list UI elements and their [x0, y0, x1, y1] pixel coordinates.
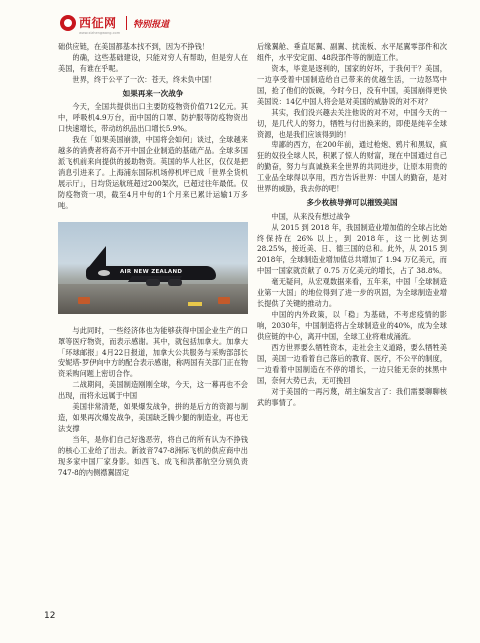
body-paragraph: 其实，我们没兴趣去关注他说的对不对，中国今天的一切，是几代人的努力，牺牲与付出换来的，即使是纯辛全球资源，也是我们应该得到的！	[257, 107, 447, 139]
site-logo[interactable]	[60, 12, 120, 35]
page-number: 12	[44, 611, 56, 621]
left-paragraph-group-2	[58, 102, 248, 211]
left-paragraph-group-3	[58, 326, 248, 479]
ground-vehicle	[218, 297, 230, 304]
body-paragraph: 卑鄙的西方，在200年前，通过枪炮、鸦片和黑奴，疯狂的奴役全球人民，积累了惊人的财富，现在中国通过自己的勤奋，努力与真诚换来全世界的共同进步，让原本用贵的工业品全球得以享用，西方告诉世界：中国人的勤奋，是对世界的威胁，我去你的吧！	[257, 140, 447, 194]
body-paragraph: 当年，是你们自己好逸恶劳，将自己的所有认为不挣钱的核心工业给了出去。新波音747-8洲际飞机的供应商中出现多家中国厂家身影。如西飞、成飞和洪都航空分别负责747-8的内侧襟翼固定	[58, 435, 248, 477]
body-paragraph: 中国，从来没有想过战争	[271, 211, 351, 221]
right-column	[257, 42, 447, 409]
right-paragraph-group-2	[257, 212, 447, 409]
body-paragraph: 二战期间，美国制造刚刚全球，今天，这一幕再也不会出现，而将永远属于中国	[58, 380, 248, 401]
ground-equipment	[188, 302, 202, 306]
ground-vehicle	[78, 297, 90, 304]
page-header	[60, 10, 169, 36]
body-paragraph: 后缘翼舱、垂直尾翼、副翼、扰流板、水平尾翼零部件和次组件，水平安定面、48段部件等的制造工作。	[257, 42, 447, 62]
plane-engine	[168, 279, 182, 286]
body-paragraph: 与此同时，一些经济体也为能够获得中国企业生产的口罩等医疗物资，而表示感谢。其中，就包括加拿大。加拿大「环球邮报」4月22日报道，加拿大公共服务与采购部部长安妮塔·罗伊向中方的配合表示感谢，称两国有关部门正在物资采购问题上密切合作。	[58, 325, 248, 379]
left-column	[58, 42, 248, 479]
logo-text: 西征网	[79, 15, 117, 30]
logo-icon	[60, 15, 76, 31]
left-paragraph-group-1	[58, 42, 248, 86]
plane-tail	[88, 246, 106, 268]
body-paragraph: 础供应链，在美国都基本找不到，因为不挣钱！	[58, 42, 209, 51]
header-divider	[126, 16, 127, 30]
logo-wordmark	[79, 12, 120, 35]
body-paragraph: 的确，这些基础建设，只能对穷人有帮助，但是穷人在美国，有谁在乎呢。	[58, 52, 248, 73]
body-paragraph: 西方世界要么牺牲资本，走社会主义道路，要么牺牲美国，美国一边看着自己落后的教育、医疗，不公平的制度，一边看着中国制造在不停的增长，一边只能无奈的抹黑中国，奈何大势已去，无可挽回	[257, 342, 447, 385]
right-heading: 多少枚核导弹可以摧毁美国	[306, 198, 398, 208]
body-paragraph: 毫无疑问，从宏观数据来看，五年来，中国「全球制造业第一大国」的地位得到了进一步的巩固，为全球制造业增长提供了关键的推动力。	[257, 277, 447, 309]
body-paragraph: 今天，全国共提供出口主要防疫物资价值712亿元。其中，呼吸机4.9万台，而中国的口罩、防护服等防疫物资出口快速增长，带动纺织品出口增长5.9%。	[58, 102, 248, 134]
body-paragraph: 对于美国的一再污蔑，胡主编发言了：我们需要聊聊核武的事情了。	[257, 386, 447, 407]
airplane-photo	[58, 222, 248, 314]
plane-engine	[146, 279, 160, 286]
body-paragraph: 中国的内外政策，以「稳」为基础，不考虑疫情的影响，2030年，中国制造将占全球制造业的40%，成为全球供应链的中心，离开中国，全球工业将难成涌流。	[257, 310, 447, 341]
body-paragraph: 我在「如果美国崩溃，中国将会如何」谈过，全球越来越多的消费者将高不开中国企业制造的基础产品。全球多国派飞机前来向提供的援助物资。英国的华人社区，仅仅是把消息引进来了。上海浦东国际机场停机坪已成「世界全货机展示厅」，日均货运航班超过200架次，已超过往年最低。仅防疫物资一项，截至4月中旬的1个月来已累计运输1万多吨。	[58, 135, 248, 210]
fern-logo-icon	[98, 270, 110, 276]
left-heading: 如果再来一次战争	[122, 88, 184, 98]
plane-livery-text: AIR NEW ZEALAND	[120, 268, 183, 275]
logo-subtext: www.xizhengwang.com	[79, 30, 121, 35]
section-name: 特别报道	[133, 19, 170, 30]
body-paragraph: 资本，毕竟是逐利的，国家的好坏，于我何干？美国，一边享受着中国制造给自己带来的优越生活，一边怒骂中国，抢了他们的饭碗，今时今日，没有中国，美国崩得更快美国说：14亿中国人将会是对美国的威胁说的对不对？	[257, 63, 447, 106]
body-paragraph: 世界，终于公平了一次：苍天，终未负中国！	[72, 74, 217, 84]
body-paragraph: 从 2015 到 2018 年，我国制造业增加值的全球占比始终保持在 26% 以上，到 2018年，这一比例达到 28.25%，接近美、日、德三国的总和。此外，从 2015 到 2018年，全球制造业增加值总共增加了 1.94 万亿美元，而中国一国家就贡献了 0.75 万亿美元的增长，占了 38.8%。	[257, 222, 447, 276]
right-paragraph-group-1	[257, 42, 447, 195]
body-paragraph: 美国非常清楚，如果爆发战争，拼的是后方的资源与制造，如果再次爆发战争，美国缺乏腾少腿的制造业，再也无法支撑	[58, 402, 248, 434]
